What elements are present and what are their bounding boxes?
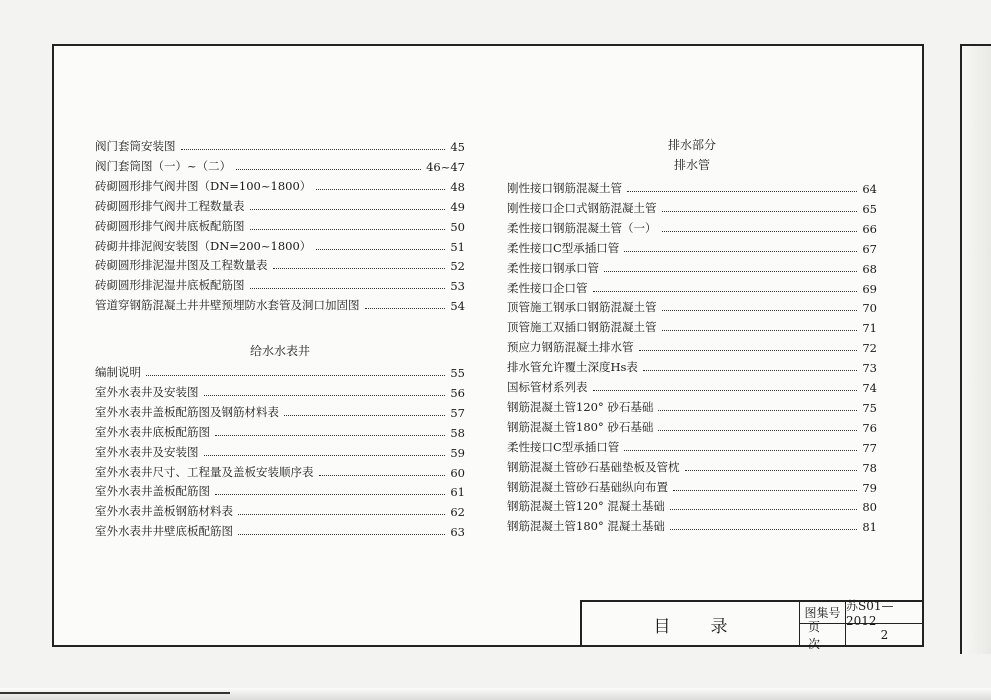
toc-entry bbox=[95, 156, 465, 174]
toc-entry bbox=[95, 521, 465, 539]
dot-leader bbox=[316, 249, 445, 250]
toc-entry bbox=[95, 236, 465, 254]
toc-entry bbox=[507, 258, 877, 276]
dot-leader bbox=[146, 375, 445, 376]
dot-leader bbox=[215, 494, 445, 495]
toc-entry-title: 顶管施工双插口钢筋混凝土管 bbox=[507, 320, 657, 335]
toc-entry bbox=[95, 462, 465, 480]
toc-entry-page: 72 bbox=[862, 341, 877, 356]
toc-entry-title: 室外水表井底板配筋图 bbox=[95, 424, 210, 439]
toc-entry-title: 钢筋混凝土管砂石基础纵向布置 bbox=[507, 479, 668, 494]
dot-leader bbox=[624, 450, 857, 451]
toc-entry-page: 54 bbox=[450, 299, 465, 314]
toc-entry-title: 砖砌井排泥阀安装图（DN=200~1800） bbox=[95, 238, 312, 253]
toc-entry-title: 阀门套筒安装图 bbox=[95, 139, 176, 153]
scan-shadow bbox=[0, 688, 991, 700]
toc-entry-page: 80 bbox=[862, 500, 877, 515]
dot-leader bbox=[181, 149, 446, 150]
toc-entry-page: 70 bbox=[862, 301, 877, 316]
toc-entry bbox=[507, 516, 877, 534]
toc-entry-page: 76 bbox=[862, 420, 877, 435]
toc-entry bbox=[95, 382, 465, 400]
toc-entry-page: 75 bbox=[862, 400, 877, 415]
adjacent-page-line bbox=[0, 692, 230, 694]
toc-entry bbox=[507, 457, 877, 475]
toc-entry-title: 砖砌圆形排泥湿井底板配筋图 bbox=[95, 278, 245, 293]
toc-entry-page: 62 bbox=[450, 505, 465, 520]
dot-leader bbox=[250, 288, 446, 289]
toc-entry-title: 室外水表井尺寸、工程量及盖板安装顺序表 bbox=[95, 464, 314, 479]
toc-entry-title: 室外水表井盖板钢筋材料表 bbox=[95, 504, 233, 519]
toc-entry-title: 钢筋混凝土管砂石基础垫板及管枕 bbox=[507, 459, 680, 474]
toc-entry-page: 57 bbox=[450, 405, 465, 420]
toc-entry-title: 国标管材系列表 bbox=[507, 380, 588, 394]
section-heading-drainage: 排水部分 bbox=[667, 138, 716, 152]
toc-entry bbox=[95, 136, 465, 154]
toc-entry bbox=[507, 278, 877, 296]
toc-entry bbox=[507, 178, 877, 196]
toc-entry-page: 78 bbox=[862, 460, 877, 475]
dot-leader bbox=[284, 415, 445, 416]
dot-leader bbox=[365, 308, 446, 309]
toc-entry-page: 46~47 bbox=[426, 159, 465, 174]
toc-entry-page: 45 bbox=[450, 140, 465, 154]
toc-entry bbox=[95, 402, 465, 420]
dot-leader bbox=[238, 534, 445, 535]
toc-entry-title: 钢筋混凝土管180° 砂石基础 bbox=[507, 419, 654, 434]
toc-entry-title: 砖砌圆形排气阀井底板配筋图 bbox=[95, 218, 245, 233]
dot-leader bbox=[204, 395, 446, 396]
atlas-number: 苏S01—2012 bbox=[846, 602, 923, 624]
toc-entry-title: 预应力钢筋混凝土排水管 bbox=[507, 340, 634, 355]
toc-entry-title: 钢筋混凝土管120° 砂石基础 bbox=[507, 399, 654, 414]
dot-leader bbox=[673, 490, 857, 491]
dot-leader bbox=[236, 169, 421, 170]
toc-entry-page: 81 bbox=[862, 520, 877, 535]
atlas-label: 图集号 bbox=[800, 602, 846, 624]
page-number: 2 bbox=[880, 628, 889, 642]
dot-leader bbox=[643, 370, 857, 371]
dot-leader bbox=[627, 191, 857, 192]
toc-entry-title: 柔性接口钢筋混凝土管（一） bbox=[507, 220, 657, 235]
dot-leader bbox=[238, 514, 445, 515]
subsection-heading-pipes: 排水管 bbox=[673, 158, 710, 172]
toc-entry-title: 砖砌圆形排气阀井工程数量表 bbox=[95, 198, 245, 213]
dot-leader bbox=[319, 475, 446, 476]
dot-leader bbox=[215, 435, 445, 436]
toc-entry-title: 室外水表井及安装图 bbox=[95, 384, 199, 399]
dot-leader bbox=[593, 291, 858, 292]
toc-entry-title: 室外水表井及安装图 bbox=[95, 444, 199, 459]
title-block-title: 目录 bbox=[582, 602, 800, 646]
toc-entry bbox=[95, 216, 465, 234]
toc-entry-page: 61 bbox=[450, 485, 465, 500]
section-heading-water-meter: 给水水表井 bbox=[249, 344, 310, 358]
toc-entry bbox=[95, 481, 465, 499]
toc-entry bbox=[507, 198, 877, 216]
dot-leader bbox=[273, 268, 446, 269]
toc-entry-page: 66 bbox=[862, 221, 877, 236]
toc-entry-page: 48 bbox=[450, 179, 465, 194]
toc-entry bbox=[507, 477, 877, 495]
toc-entry-page: 65 bbox=[862, 201, 877, 216]
toc-entry bbox=[507, 218, 877, 236]
dot-leader bbox=[593, 390, 858, 391]
toc-entry-page: 64 bbox=[862, 182, 877, 196]
toc-entry-title: 柔性接口钢承口管 bbox=[507, 260, 599, 275]
dot-leader bbox=[250, 229, 446, 230]
toc-entry-title: 排水管允许覆土深度Hs表 bbox=[507, 360, 638, 375]
toc-entry-title: 钢筋混凝土管120° 混凝土基础 bbox=[507, 499, 665, 514]
toc-entry-title: 刚性接口钢筋混凝土管 bbox=[507, 181, 622, 195]
toc-entry-page: 69 bbox=[862, 281, 877, 296]
dot-leader bbox=[204, 455, 446, 456]
toc-entry bbox=[507, 238, 877, 256]
toc-entry-title: 编制说明 bbox=[95, 365, 141, 379]
toc-entry-title: 柔性接口C型承插口管 bbox=[507, 439, 620, 454]
dot-leader bbox=[250, 209, 446, 210]
toc-entry-page: 74 bbox=[862, 381, 877, 395]
toc-entry bbox=[95, 176, 465, 194]
toc-entry-page: 55 bbox=[450, 366, 465, 380]
toc-entry bbox=[95, 442, 465, 460]
title-block bbox=[580, 599, 923, 651]
dot-leader bbox=[658, 430, 857, 431]
toc-entry bbox=[95, 422, 465, 440]
toc-entry-title: 柔性接口企口管 bbox=[507, 280, 588, 295]
toc-entry-title: 柔性接口C型承插口管 bbox=[507, 240, 620, 255]
toc-entry bbox=[507, 397, 877, 415]
toc-entry-page: 73 bbox=[862, 361, 877, 376]
toc-entry bbox=[95, 196, 465, 214]
toc-entry bbox=[507, 317, 877, 335]
toc-entry-title: 钢筋混凝土管180° 混凝土基础 bbox=[507, 519, 665, 534]
dot-leader bbox=[670, 529, 858, 530]
dot-leader bbox=[670, 509, 858, 510]
toc-entry-page: 58 bbox=[450, 425, 465, 440]
toc-entry-title: 砖砌圆形排气阀井图（DN=100~1800） bbox=[95, 178, 312, 193]
toc-entry-page: 71 bbox=[862, 321, 877, 336]
toc-entry-page: 50 bbox=[450, 219, 465, 234]
toc-entry bbox=[507, 496, 877, 514]
toc-entry bbox=[95, 362, 465, 380]
dot-leader bbox=[662, 310, 858, 311]
dot-leader bbox=[662, 330, 858, 331]
toc-entry-page: 67 bbox=[862, 241, 877, 256]
toc-entry-page: 51 bbox=[450, 239, 465, 254]
toc-entry-title: 顶管施工钢承口钢筋混凝土管 bbox=[507, 300, 657, 315]
toc-entry-title: 砖砌圆形排泥湿井图及工程数量表 bbox=[95, 258, 268, 273]
toc-entry-page: 79 bbox=[862, 480, 877, 495]
toc-entry bbox=[95, 501, 465, 519]
toc-entry-title: 室外水表井盖板配筋图 bbox=[95, 484, 210, 499]
toc-entry-page: 52 bbox=[450, 259, 465, 274]
dot-leader bbox=[662, 231, 858, 232]
toc-entry-page: 68 bbox=[862, 261, 877, 276]
toc-entry-page: 49 bbox=[450, 199, 465, 214]
toc-entry bbox=[95, 295, 465, 313]
dot-leader bbox=[316, 189, 445, 190]
toc-entry bbox=[507, 297, 877, 315]
dot-leader bbox=[604, 271, 857, 272]
toc-entry-title: 室外水表井井壁底板配筋图 bbox=[95, 524, 233, 539]
toc-entry-page: 60 bbox=[450, 465, 465, 480]
toc-entry bbox=[95, 275, 465, 293]
dot-leader bbox=[639, 350, 858, 351]
toc-entry-page: 53 bbox=[450, 279, 465, 294]
toc-entry-page: 59 bbox=[450, 445, 465, 460]
toc-entry bbox=[507, 377, 877, 395]
toc-entry bbox=[95, 255, 465, 273]
toc-entry-page: 56 bbox=[450, 385, 465, 400]
page-label: 页次 bbox=[800, 624, 846, 646]
adjacent-page-edge bbox=[960, 44, 991, 654]
toc-entry-title: 阀门套筒图（一）~（二） bbox=[95, 158, 232, 173]
toc-entry-title: 刚性接口企口式钢筋混凝土管 bbox=[507, 200, 657, 215]
dot-leader bbox=[685, 470, 858, 471]
toc-entry-title: 管道穿钢筋混凝土井井壁预埋防水套管及洞口加固图 bbox=[95, 298, 360, 313]
toc-entry-page: 77 bbox=[862, 440, 877, 455]
toc-entry bbox=[507, 437, 877, 455]
toc-entry bbox=[507, 357, 877, 375]
dot-leader bbox=[662, 211, 858, 212]
toc-entry bbox=[507, 337, 877, 355]
dot-leader bbox=[658, 410, 857, 411]
toc-entry bbox=[507, 417, 877, 435]
toc-entry-page: 63 bbox=[450, 525, 465, 540]
toc-entry-title: 室外水表井盖板配筋图及钢筋材料表 bbox=[95, 404, 279, 419]
dot-leader bbox=[624, 251, 857, 252]
